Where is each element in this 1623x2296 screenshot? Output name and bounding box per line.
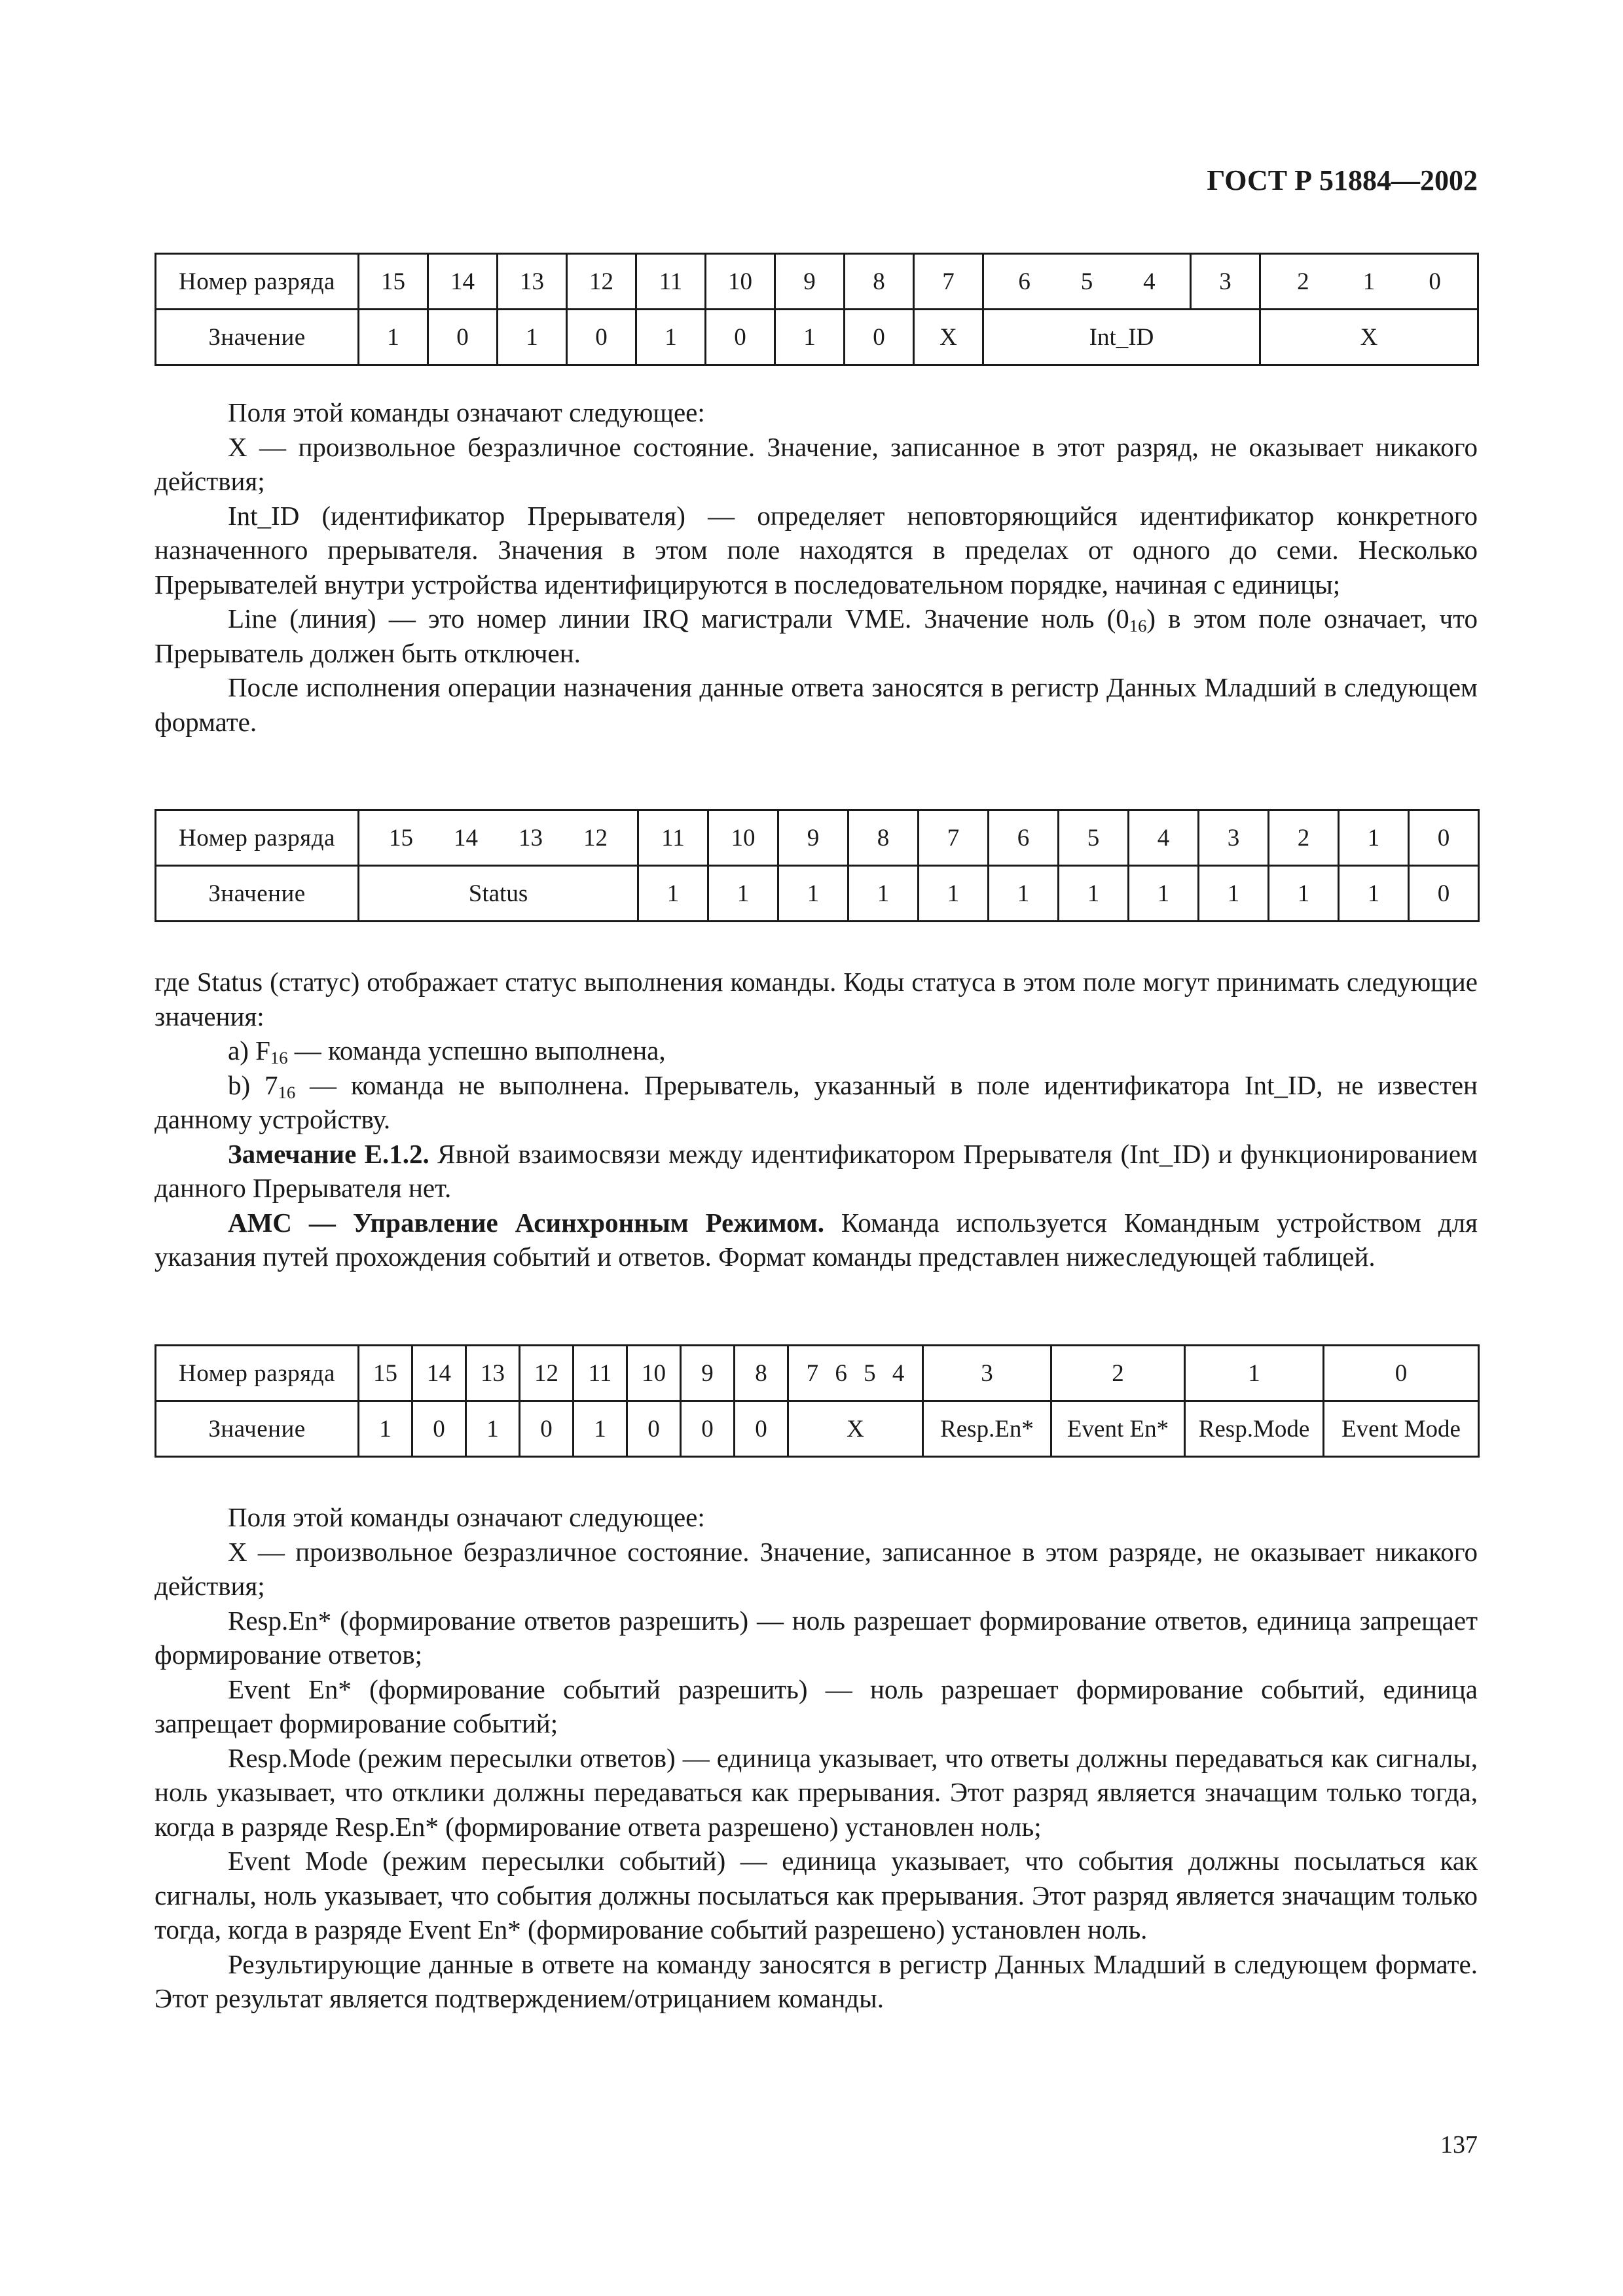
bit-value: 1 <box>359 310 428 365</box>
bit-value: 0 <box>428 310 498 365</box>
bit-value: 1 <box>708 866 778 922</box>
table-row-values <box>156 1401 1479 1457</box>
paragraph: Event En* (формирование событий разрешить) — ноль разрешает формирование событий, единица запрещает формирование событий; <box>155 1674 1478 1738</box>
bit-number: 14 <box>412 1346 466 1401</box>
paragraph: Поля этой команды означают следующее: <box>228 1502 705 1532</box>
bit-value: 1 <box>466 1401 520 1457</box>
paragraph: Поля этой команды означают следующее: <box>228 397 705 427</box>
field-status: Status <box>359 866 638 922</box>
bit-number: 13 <box>519 824 543 852</box>
bit-value: X <box>788 1401 923 1457</box>
bit-number: 0 <box>1324 1346 1479 1401</box>
bit-number: 11 <box>574 1346 627 1401</box>
row-label: Номер разряда <box>156 810 359 866</box>
paragraph: AMC — Управление Асинхронным Режимом. Команда используется Командным устройством для указания путей прохождения событий и ответов. Формат команды представлен нижеследующей таблицей. <box>155 1207 1478 1272</box>
bit-value: 0 <box>681 1401 735 1457</box>
paragraph: Int_ID (идентификатор Прерывателя) — определяет неповторяющийся идентификатор конкретного назначенного прерывателя. Значения в этом поле находятся в пределах от одного до семи. Несколько Прерывателей внутри устройства идентифицируются в последовательном порядке, начиная с единицы; <box>155 500 1478 600</box>
document-header: ГОСТ Р 51884—2002 <box>1207 164 1478 196</box>
text-block-1 <box>155 395 1478 739</box>
paragraph: Resp.Mode (режим пересылки ответов) — единица указывает, что ответы должны передаваться как сигналы, ноль указывает, что отклики должны передаваться как прерывания. Этот разряд является значащим только тогда, когда в разряде Resp.En* (формирование ответа разрешено) установлен ноль; <box>155 1742 1478 1842</box>
bit-value: 1 <box>498 310 567 365</box>
bit-number: 6 <box>835 1359 847 1387</box>
bit-number: 6 <box>989 810 1059 866</box>
field-int-id: Int_ID <box>983 310 1260 365</box>
bit-number: 5 <box>864 1359 876 1387</box>
bit-table-assign-command <box>155 253 1479 366</box>
bit-number: 5 <box>1059 810 1129 866</box>
bit-number: 13 <box>498 254 567 310</box>
bit-number: 7 <box>806 1359 819 1387</box>
bit-number: 14 <box>454 824 478 852</box>
bit-number: 0 <box>1409 810 1479 866</box>
text-block-2 <box>155 965 1478 1274</box>
bit-value: 0 <box>706 310 775 365</box>
bit-number-group <box>1260 254 1478 310</box>
bit-number: 6 <box>1018 268 1030 295</box>
bit-number: 1 <box>1339 810 1409 866</box>
paragraph: Результирующие данные в ответе на команду заносятся в регистр Данных Младший в следующем формате. Этот результат является подтверждением/отрицанием команды. <box>155 1948 1478 2013</box>
bit-number-group <box>788 1346 923 1401</box>
bit-number: 10 <box>708 810 778 866</box>
bit-value: 1 <box>636 310 706 365</box>
bit-number: 12 <box>583 824 608 852</box>
bit-number: 7 <box>914 254 983 310</box>
bit-number-group <box>359 810 638 866</box>
bit-value: 1 <box>775 310 845 365</box>
bit-number: 1 <box>1185 1346 1324 1401</box>
paragraph: После исполнения операции назначения данные ответа заносятся в регистр Данных Младший в следующем формате. <box>155 672 1478 737</box>
bit-table-assign-response <box>155 809 1480 922</box>
bit-value: 0 <box>1409 866 1479 922</box>
bit-value: 0 <box>567 310 636 365</box>
bit-value: 1 <box>1339 866 1409 922</box>
row-label: Номер разряда <box>156 1346 359 1401</box>
field-event-en: Event En* <box>1051 1401 1185 1457</box>
paragraph: Line (линия) — это номер линии IRQ магистрали VME. Значение ноль $(0_{16})$ в этом поле означает, что Прерыватель должен быть отключен. <box>155 603 1478 668</box>
bit-value: 1 <box>1059 866 1129 922</box>
text-block-3 <box>155 1500 1478 2016</box>
field-resp-mode: Resp.Mode <box>1185 1401 1324 1457</box>
bit-value: 0 <box>845 310 914 365</box>
bit-number: 15 <box>359 1346 412 1401</box>
row-label: Значение <box>156 866 359 922</box>
paragraph: а) $F_{16}$ — команда успешно выполнена, <box>228 1035 666 1067</box>
table-row-bits <box>156 254 1478 310</box>
row-label: Номер разряда <box>156 254 359 310</box>
bit-value: 1 <box>1269 866 1339 922</box>
bit-value: 1 <box>778 866 848 922</box>
bit-number: 10 <box>706 254 775 310</box>
bit-number: 0 <box>1429 268 1441 295</box>
paragraph: Event Mode (режим пересылки событий) — единица указывает, что события должны посылаться как сигналы, ноль указывает, что события должны посылаться как прерывания. Этот разряд является значащим только тогда, когда в разряде Event En* (формирование событий разрешено) установлен ноль. <box>155 1846 1478 1945</box>
paragraph: Замечание Е.1.2. Явной взаимосвязи между идентификатором Прерывателя (Int_ID) и функционированием данного Прерывателя нет. <box>155 1138 1478 1203</box>
bit-value: 1 <box>638 866 708 922</box>
page-number: 137 <box>1440 2131 1478 2159</box>
bit-number: 3 <box>1199 810 1269 866</box>
bit-number: 12 <box>567 254 636 310</box>
bit-value: 1 <box>359 1401 412 1457</box>
bit-number: 1 <box>1362 268 1376 295</box>
bit-number: 8 <box>848 810 919 866</box>
table-row-bits <box>156 810 1479 866</box>
bit-number: 15 <box>389 824 413 852</box>
bit-number: 5 <box>1080 268 1093 295</box>
bit-number: 3 <box>1191 254 1260 310</box>
bit-value: 1 <box>919 866 989 922</box>
field-resp-en: Resp.En* <box>923 1401 1051 1457</box>
bit-number: 11 <box>636 254 706 310</box>
table-row-values <box>156 310 1478 365</box>
row-label: Значение <box>156 310 359 365</box>
paragraph: Resp.En* (формирование ответов разрешить) — ноль разрешает формирование ответов, единица запрещает формирование ответов; <box>155 1605 1478 1670</box>
bit-value: 1 <box>989 866 1059 922</box>
bit-number: 8 <box>735 1346 788 1401</box>
bit-number: 7 <box>919 810 989 866</box>
bit-number: 8 <box>845 254 914 310</box>
paragraph: b) $7_{16}$ — команда не выполнена. Прерыватель, указанный в поле идентификатора Int_ID, не известен данному устройству. <box>155 1069 1478 1134</box>
bit-number: 3 <box>923 1346 1051 1401</box>
bit-number: 4 <box>1129 810 1199 866</box>
bit-number: 2 <box>1269 810 1339 866</box>
bit-value: 1 <box>574 1401 627 1457</box>
bit-value: 1 <box>848 866 919 922</box>
bit-value: X <box>914 310 983 365</box>
bit-number: 4 <box>892 1359 905 1387</box>
bit-table-amc-command <box>155 1344 1480 1458</box>
bit-number: 10 <box>627 1346 681 1401</box>
bit-value: 0 <box>412 1401 466 1457</box>
bit-value: 1 <box>1199 866 1269 922</box>
bit-number: 9 <box>681 1346 735 1401</box>
bit-number: 2 <box>1297 268 1309 295</box>
bit-number: 2 <box>1051 1346 1185 1401</box>
bit-value: X <box>1260 310 1478 365</box>
paragraph: X — произвольное безразличное состояние. Значение, записанное в этом разряде, не оказывает никакого действия; <box>155 1536 1478 1601</box>
bit-number: 9 <box>778 810 848 866</box>
table-row-values <box>156 866 1479 922</box>
bit-number: 12 <box>520 1346 574 1401</box>
bit-number: 14 <box>428 254 498 310</box>
bit-number: 4 <box>1143 268 1156 295</box>
paragraph: X — произвольное безразличное состояние. Значение, записанное в этот разряд, не оказывает никакого действия; <box>155 431 1478 496</box>
bit-value: 0 <box>627 1401 681 1457</box>
bit-number: 13 <box>466 1346 520 1401</box>
table-row-bits <box>156 1346 1479 1401</box>
bit-number-group <box>983 254 1191 310</box>
field-event-mode: Event Mode <box>1324 1401 1479 1457</box>
bit-value: 0 <box>520 1401 574 1457</box>
row-label: Значение <box>156 1401 359 1457</box>
bit-number: 9 <box>775 254 845 310</box>
bit-value: 1 <box>1129 866 1199 922</box>
bit-number: 15 <box>359 254 428 310</box>
bit-number: 11 <box>638 810 708 866</box>
paragraph: где Status (статус) отображает статус выполнения команды. Коды статуса в этом поле могут принимать следующие значения: <box>155 967 1478 1031</box>
bit-value: 0 <box>735 1401 788 1457</box>
